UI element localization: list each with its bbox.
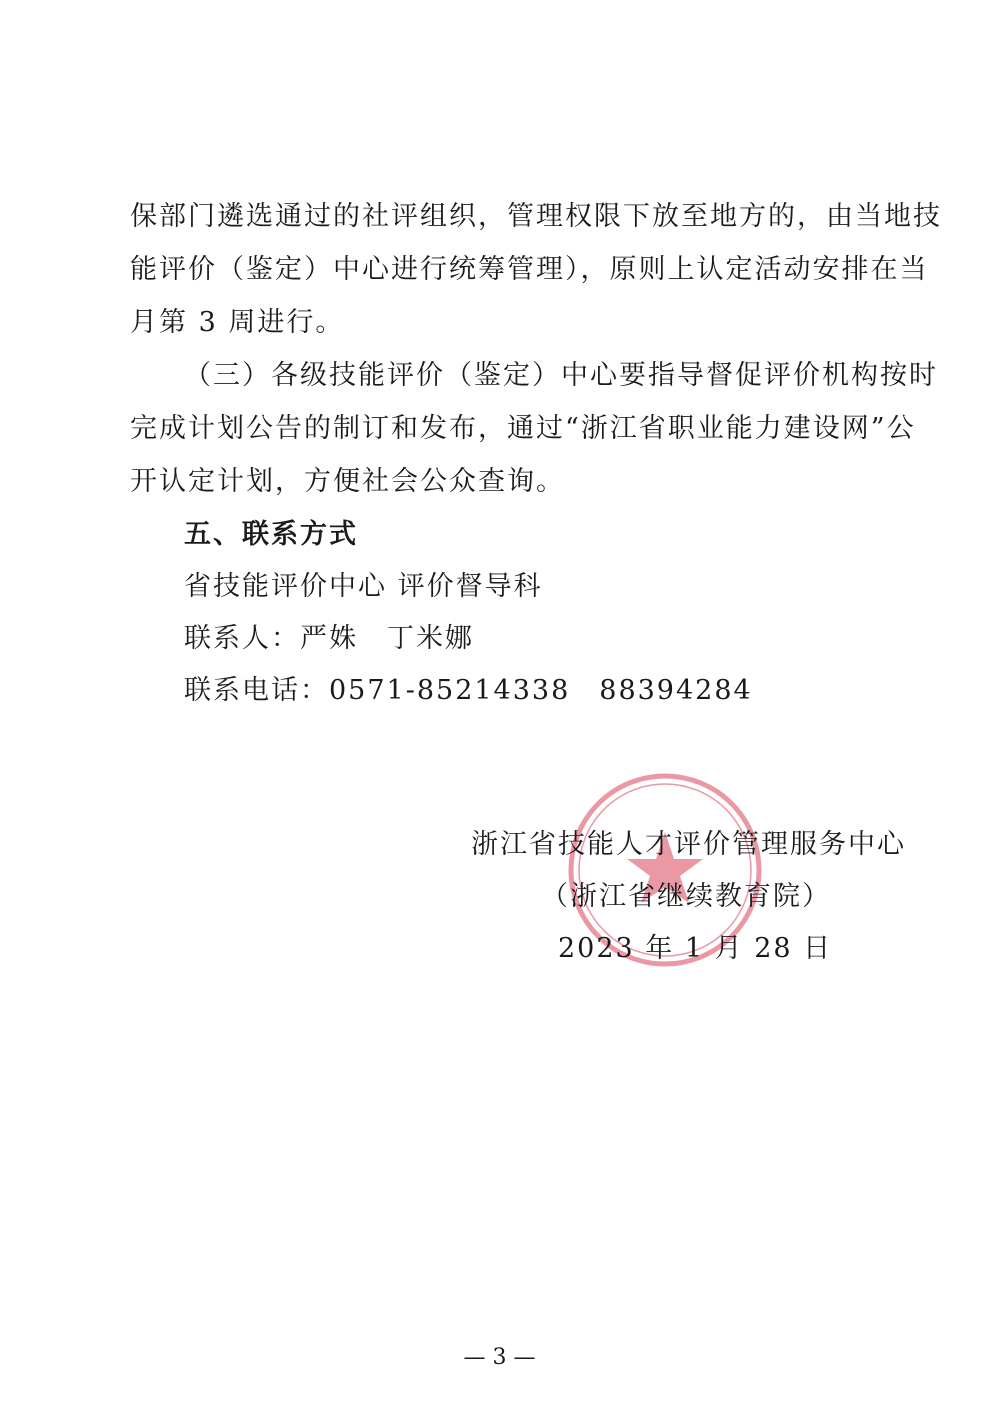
paragraph-line: 保部门遴选通过的社评组织，管理权限下放至地方的，由当地技	[130, 201, 942, 232]
page-number: — 3 —	[463, 1345, 536, 1370]
contact-phone: 联系电话：0571-85214338 88394284	[184, 675, 753, 706]
paragraph-line: 能评价（鉴定）中心进行统筹管理），原则上认定活动安排在当	[130, 254, 929, 285]
section-heading: 五、联系方式	[184, 519, 358, 550]
paragraph-line: 开认定计划，方便社会公众查询。	[130, 466, 565, 497]
signature-organization-alt: （浙江省继续教育院）	[541, 881, 831, 912]
paragraph-line: 完成计划公告的制订和发布，通过“浙江省职业能力建设网”公	[130, 413, 916, 444]
contact-department: 省技能评价中心 评价督导科	[184, 571, 543, 602]
signature-date: 2023 年 1 月 28 日	[558, 933, 833, 964]
signature-organization: 浙江省技能人才评价管理服务中心	[471, 829, 906, 860]
paragraph-line: 月第 3 周进行。	[130, 307, 345, 338]
contact-persons: 联系人：严姝 丁米娜	[184, 623, 474, 654]
paragraph-line: （三）各级技能评价（鉴定）中心要指导督促评价机构按时	[184, 360, 938, 391]
